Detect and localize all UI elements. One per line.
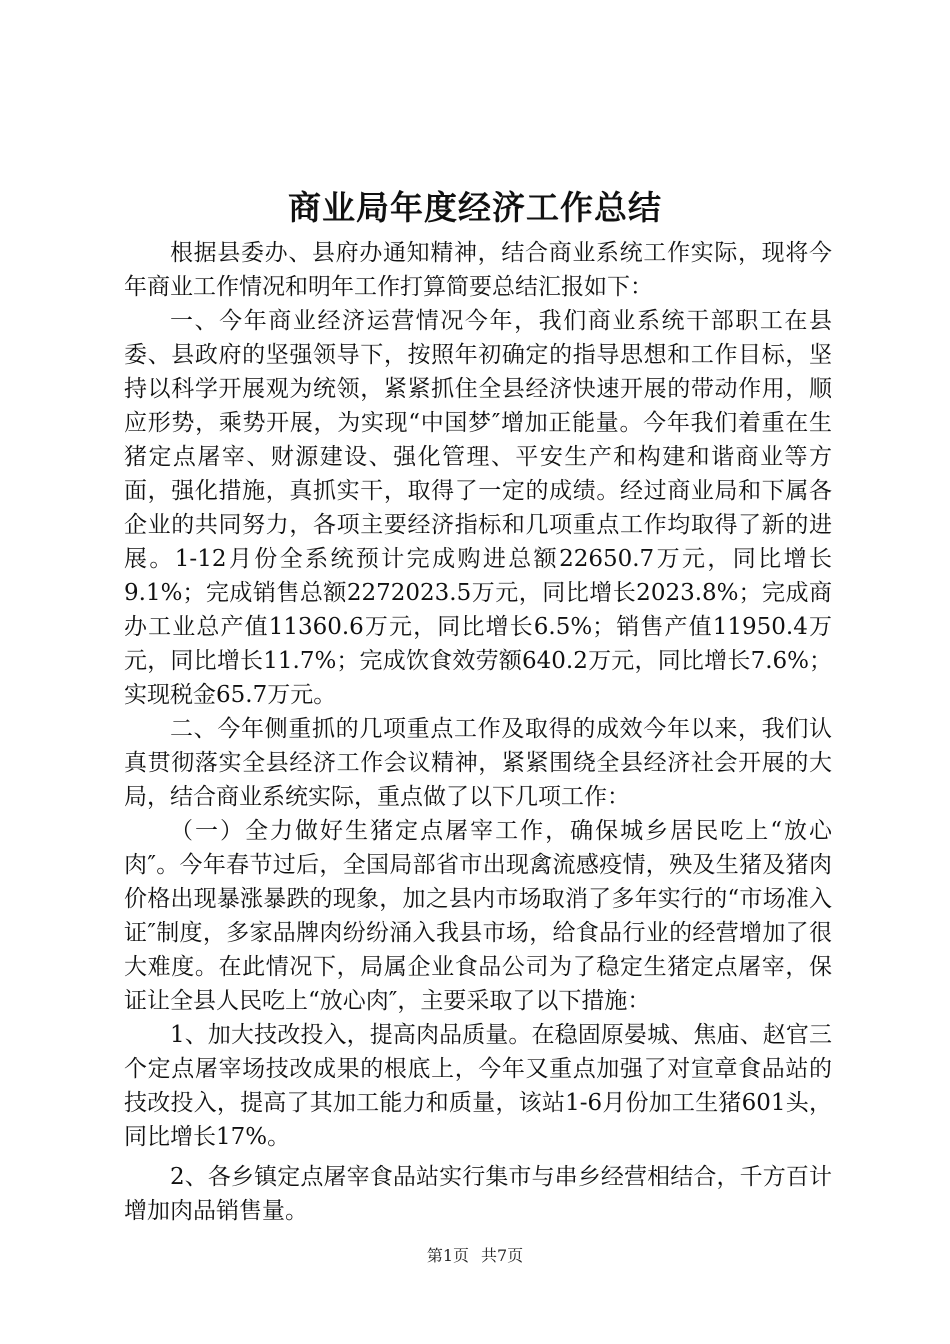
page-footer (0, 1245, 950, 1267)
paragraph-measure-2: 2、各乡镇定点屠宰食品站实行集市与串乡经营相结合，千方百计增加肉品销售量。 (124, 1164, 832, 1224)
document-title: 商业局年度经济工作总结 (288, 188, 662, 227)
paragraph-measure-1: 1、加大技改投入，提高肉品质量。在稳固原晏城、焦庙、赵官三个定点屠宰场技改成果的根底上，今年又重点加强了对宣章食品站的技改投入，提高了其加工能力和质量，该站1-6月份加工生猪601头，同比增长17%。 (124, 1022, 832, 1150)
paragraph-intro: 根据县委办、县府办通知精神，结合商业系统工作实际，现将今年商业工作情况和明年工作打算简要总结汇报如下： (124, 240, 832, 300)
page-number-current: 第1页 (426, 1246, 469, 1265)
paragraph-section-2: 二、今年侧重抓的几项重点工作及取得的成效今年以来，我们认真贯彻落实全县经济工作会议精神，紧紧围绕全县经济社会开展的大局，结合商业系统实际，重点做了以下几项工作： (124, 716, 832, 810)
document-body (124, 236, 832, 1228)
paragraph-subsection-1: （一）全力做好生猪定点屠宰工作，确保城乡居民吃上“放心肉″。今年春节过后，全国局部省市出现禽流感疫情，殃及生猪及猪肉价格出现暴涨暴跌的现象，加之县内市场取消了多年实行的“市场准入证″制度，多家品牌肉纷纷涌入我县市场，给食品行业的经营增加了很大难度。在此情况下，局属企业食品公司为了稳定生猪定点屠宰，保证让全县人民吃上“放心肉″，主要采取了以下措施： (124, 818, 832, 1014)
page-number-total: 共7页 (481, 1246, 524, 1265)
paragraph-section-1: 一、今年商业经济运营情况今年，我们商业系统干部职工在县委、县政府的坚强领导下，按照年初确定的指导思想和工作目标，坚持以科学开展观为统领，紧紧抓住全县经济快速开展的带动作用，顺应形势，乘势开展，为实现“中国梦″增加正能量。今年我们着重在生猪定点屠宰、财源建设、强化管理、平安生产和构建和谐商业等方面，强化措施，真抓实干，取得了一定的成绩。经过商业局和下属各企业的共同努力，各项主要经济指标和几项重点工作均取得了新的进展。1-12月份全系统预计完成购进总额22650.7万元，同比增长9.1%；完成销售总额2272023.5万元，同比增长2023.8%；完成商办工业总产值11360.6万元，同比增长6.5%；销售产值11950.4万元，同比增长11.7%；完成饮食效劳额640.2万元，同比增长7.6%；实现税金65.7万元。 (124, 308, 832, 708)
